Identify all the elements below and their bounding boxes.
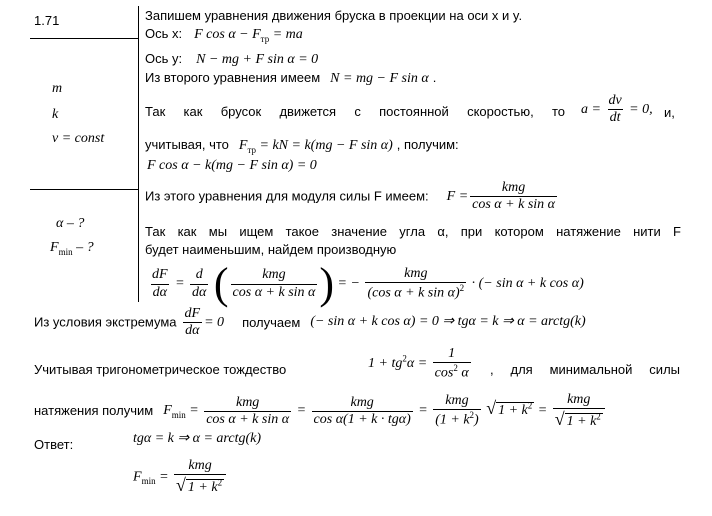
tension-label: натяжения получим: [34, 403, 154, 419]
dF-dalpha: [150, 267, 170, 300]
inner-den: cos α + k sin α: [232, 284, 316, 300]
t2-den: cos α(1 + k · tgα): [313, 411, 411, 427]
and-word: и,: [664, 105, 675, 120]
axis-x-row: [145, 26, 303, 44]
tension-formula: [163, 392, 607, 430]
from-second-row: [145, 70, 436, 86]
from-this-text: Из этого уравнения для модуля силы F имеем:: [145, 188, 429, 204]
t3-den-body: (1 + k: [435, 412, 470, 428]
tension-F: F: [163, 403, 172, 419]
given-mass: m: [52, 81, 63, 96]
identity-left: 1 + tg: [368, 356, 403, 372]
dt: dt: [609, 110, 621, 126]
axis-x-equation: [194, 27, 303, 42]
sqrt-3-inner: 1 + k: [187, 480, 218, 496]
answer-F: F: [133, 469, 142, 485]
column-divider: [138, 6, 139, 302]
given-divider: [30, 189, 138, 190]
friction-equation: [239, 138, 393, 153]
accel-a: a =: [581, 101, 601, 117]
for-min-text: , для минимальной силы: [490, 362, 680, 377]
d-dalpha: [190, 267, 208, 300]
big-paren-close: ): [319, 259, 335, 308]
inner-fraction: [231, 267, 318, 300]
sqrt-2-inner: 1 + k: [566, 414, 597, 430]
sq-den: [365, 282, 466, 302]
find-force-symbol: F: [50, 240, 59, 255]
identity-alpha: α: [461, 365, 469, 381]
t4-num: kmg: [567, 392, 591, 407]
find-alpha: α – ?: [56, 216, 85, 231]
t3-close: ): [474, 412, 479, 428]
derivative-equation: [148, 259, 584, 308]
friction-sub: тр: [247, 144, 257, 155]
axis-x-label: Ось x:: [145, 26, 183, 41]
ext-dalpha: dα: [185, 323, 200, 339]
tension-eq-4: =: [537, 403, 548, 419]
problem-number: 1.71: [34, 13, 60, 28]
acceleration-equation: [581, 93, 653, 126]
considering-text: учитывая, что: [145, 137, 229, 152]
force-formula-row: [145, 180, 559, 213]
sqrt-body-1: [496, 402, 534, 418]
identity-one: 1: [448, 346, 456, 361]
dalpha-1: dα: [152, 284, 167, 300]
sqrt-body-3: [186, 479, 224, 495]
tension-eq-3: =: [418, 403, 428, 419]
header-divider: [30, 38, 138, 39]
answer-eq: =: [159, 469, 169, 485]
sqrt-sign-3: √: [176, 475, 186, 496]
intro-line: Запишем уравнения движения бруска в проекции на оси x и y.: [145, 8, 523, 23]
sq-num: kmg: [404, 266, 428, 282]
identity-formula: [368, 346, 473, 382]
squared-fraction: [365, 266, 466, 302]
answer-F-sub: min: [141, 476, 156, 487]
from-second-equation: N = mg − F sin α: [330, 71, 429, 86]
sqrt-body-2: [565, 413, 603, 429]
sqrt-sign-2: √: [554, 409, 565, 430]
from-second-dot: .: [432, 70, 437, 85]
deriv-eq-1: =: [175, 276, 185, 292]
sq-exp: 2: [459, 283, 465, 294]
t1-den: cos α + k sin α: [206, 411, 290, 427]
force-fraction: [470, 180, 557, 213]
sqrt-2-sq: 2: [596, 411, 601, 422]
ans-den: [174, 474, 226, 496]
t1-num: kmg: [235, 394, 260, 410]
axis-y-label: Ось y:: [145, 51, 183, 66]
axis-y-equation: N − mg + F sin α = 0: [196, 52, 319, 67]
extremum-row: [34, 306, 586, 339]
since-line-2: будет наименьшим, найдем производную: [145, 242, 397, 257]
inner-num: kmg: [262, 267, 286, 283]
identity-den: [433, 362, 471, 382]
find-force-subscript: min: [58, 246, 73, 257]
deriv-tail: · (− sin α + k cos α): [471, 276, 584, 292]
force-formula: [446, 180, 559, 213]
sqrt-sign-1: √: [486, 398, 497, 419]
since-line-1: Так как мы ищем такое значение угла α, при котором натяжение нити F: [145, 224, 681, 239]
tension-eq-2: =: [296, 403, 307, 419]
dv: dv: [608, 93, 622, 108]
we-obtain: получаем: [242, 314, 301, 330]
extremum-fraction: [183, 306, 203, 339]
force-den: cos α + k sin α: [472, 197, 555, 213]
sqrt-3-sq: 2: [217, 477, 223, 488]
accel-zero: = 0,: [629, 101, 653, 117]
t3-sq: 2: [469, 410, 475, 421]
constant-speed-text: Так как брусок движется с постоянной скоростью, то: [145, 104, 565, 119]
result-equation: F cos α − k(mg − F sin α) = 0: [147, 158, 317, 173]
ans-num: kmg: [188, 458, 212, 473]
tension-row: [34, 392, 607, 430]
big-paren-open: (: [213, 259, 229, 308]
answer-label: Ответ:: [34, 437, 74, 452]
ext-dF: dF: [184, 306, 201, 321]
sqrt-1-inner: 1 + k: [498, 403, 528, 419]
force-F-eq: F =: [446, 188, 469, 204]
axis-x-eq-tail: = ma: [269, 27, 303, 42]
friction-F: F: [238, 138, 248, 153]
tension-frac-3: [433, 393, 481, 429]
extremum-label: Из условия экстремума: [34, 314, 177, 330]
axis-x-eq-main: F cos α − F: [194, 27, 261, 42]
axis-y-row: [145, 51, 318, 67]
identity-cos-sq: 2: [453, 363, 458, 374]
tension-F-sub: min: [171, 410, 186, 421]
dF: dF: [152, 267, 168, 283]
dv-dt-fraction: [606, 93, 623, 126]
deriv-eq-minus: = −: [337, 276, 360, 292]
tension-eq-1: =: [189, 403, 199, 419]
identity-cos: cos: [434, 365, 454, 381]
force-num: kmg: [501, 180, 526, 195]
t4-den: [553, 408, 605, 430]
sqrt-1-sq: 2: [527, 400, 533, 411]
considering-row: [145, 137, 459, 155]
identity-fraction: [433, 346, 471, 382]
identity-sq: 2: [402, 353, 407, 364]
find-force: [50, 241, 94, 257]
extremum-chain: (− sin α + k cos α) = 0 ⇒ tgα = k ⇒ α = arctg(k): [310, 314, 586, 330]
tension-frac-4: [553, 392, 605, 430]
t3-num: kmg: [445, 393, 469, 409]
axis-x-friction-sub: тр: [260, 33, 270, 44]
answer-formula: [133, 458, 228, 496]
tension-frac-1: [204, 395, 291, 428]
t2-num: kmg: [350, 394, 374, 410]
sq-den-body: (cos α + k sin α): [367, 285, 460, 301]
dalpha-2: dα: [192, 284, 207, 300]
we-get-text: , получим:: [396, 137, 459, 152]
identity-mid: α =: [406, 356, 428, 372]
given-k: k: [52, 107, 59, 122]
d: d: [195, 267, 203, 283]
identity-label: Учитывая тригонометрическое тождество: [34, 362, 287, 377]
friction-eq: = kN = k(mg − F sin α): [256, 138, 393, 153]
t3-den: [433, 409, 481, 429]
answer-equation: tgα = k ⇒ α = arctg(k): [133, 431, 261, 446]
tension-frac-2: [312, 395, 413, 428]
from-second-text: Из второго уравнения имеем: [145, 70, 321, 85]
find-force-tail: – ?: [72, 240, 94, 255]
given-velocity: v = const: [52, 131, 105, 146]
answer-fraction: [174, 458, 226, 496]
ext-eq-zero: = 0: [204, 314, 225, 330]
